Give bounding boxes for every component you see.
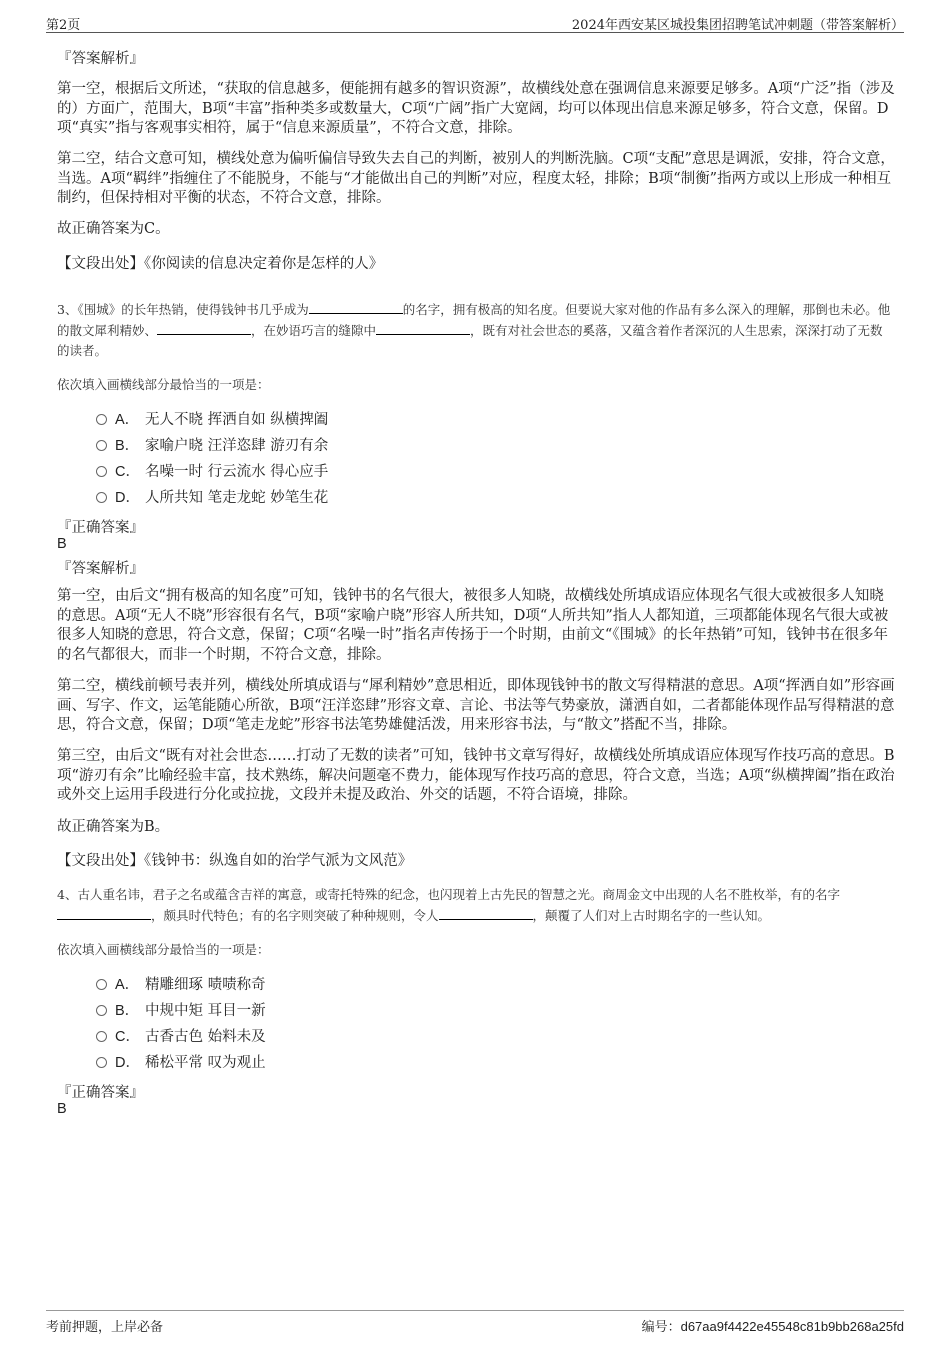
radio-icon[interactable] (96, 1057, 107, 1068)
correct-answer-label: 『正确答案』 (57, 1085, 144, 1101)
analysis-paragraph: 第一空，由后文“拥有极高的知名度”可知，钱钟书的名气很大，被很多人知晓，故横线处所填成语应体现名气很大或被很多人知晓的意思。A项“无人不晓”形容很有名气，B项“家喻户晓”形容人所共知，D项“人所共知”指人人都知道，三项都能体现名气很大或被很多人知晓的意思，符合文意，保留；C项“名噪一时”指名声传扬于一个时期，由前文“《围城》的长年热销”可知，钱钟书在很多年的名气都很大，而非一个时期，不符合文意，排除。 (57, 588, 889, 663)
question-stem: 4、古人重名讳，君子之名或蕴含吉祥的寓意，或寄托特殊的纪念，也闪现着上古先民的智慧之光。商周金文中出现的人名不胜枚举，有的名字，颇具时代特色；有的名字则突破了种种规则，令人 ，颠覆了人们对上古时期名字的一些认知。 (57, 887, 840, 923)
option-c[interactable]: C． 古香古色 始料未及 (96, 1027, 266, 1047)
analysis-paragraph: 第二空，横线前顿号表并列，横线处所填成语与“犀利精妙”意思相近，即体现钱钟书的散文写得精湛的意思。A项“挥洒自如”形容画画、写字、作文，运笔能随心所欲，B项“汪洋恣肆”形容文章、言论、书法等气势豪放，潇洒自如，二者都能体现作品写得精湛的意思，符合文意，保留；D项“笔走龙蛇”形容书法笔势雄健活泼，用来形容书法，与“散文”搭配不当，排除。 (57, 678, 895, 733)
footer-slogan: 考前押题，上岸必备 (46, 1320, 164, 1335)
analysis-label: 『答案解析』 (57, 561, 144, 577)
answer-conclusion: 故正确答案为B。 (57, 819, 170, 835)
page-footer (46, 1310, 904, 1335)
analysis-paragraph: 第二空，结合文意可知，横线处意为偏听偏信导致失去自己的判断，被别人的判断洗脑。C项“支配”意思是调派，安排，符合文意，当选。A项“羁绊”指缠住了不能脱身，不能与“才能做出自己的判断”对应，程度太轻，排除；B项“制衡”指两方或以上形成一种相互制约，但保持相对平衡的状态，不符合文意，排除。 (57, 151, 895, 206)
radio-icon[interactable] (96, 414, 107, 425)
question-stem: 3、《围城》的长年热销，使得钱钟书几乎成为 的名字，拥有极高的知名度。但要说大家对他的作品有多么深入的理解，那倒也未必。他的散文犀利精妙、 ，在妙语巧言的缝隙中 ，既有对社会世态的奚落，又蕴含着作者深沉的人生思索，深深打动了无数的读者。 (57, 302, 891, 358)
source-citation: 【文段出处】《你阅读的信息决定着你是怎样的人》 (57, 256, 384, 272)
radio-icon[interactable] (96, 1031, 107, 1042)
correct-answer: B (57, 536, 67, 552)
fill-blank (57, 907, 151, 920)
option-a[interactable]: A． 精雕细琢 啧啧称奇 (96, 975, 266, 995)
fill-blank (157, 322, 251, 335)
option-d[interactable]: D． 人所共知 笔走龙蛇 妙笔生花 (96, 488, 328, 508)
analysis-paragraph: 第一空，根据后文所述，“获取的信息越多，便能拥有越多的智识资源”，故横线处意在强调信息来源要足够多。A项“广泛”指（涉及的）方面广，范围大，B项“丰富”指种类多或数量大，C项“广阔”指广大宽阔，均可以体现出信息来源足够多，符合文意，保留。D项“真实”指与客观事实相符，属于“信息来源质量”，不符合文意，排除。 (57, 81, 895, 136)
page-header (46, 14, 904, 33)
option-b[interactable]: B． 家喻户晓 汪洋恣肆 游刃有余 (96, 436, 328, 456)
option-d[interactable]: D． 稀松平常 叹为观止 (96, 1053, 266, 1073)
correct-answer-label: 『正确答案』 (57, 520, 144, 536)
question-prompt: 依次填入画横线部分最恰当的一项是： (57, 377, 270, 392)
radio-icon[interactable] (96, 492, 107, 503)
fill-blank (309, 301, 403, 314)
radio-icon[interactable] (96, 1005, 107, 1016)
correct-answer: B (57, 1101, 67, 1117)
document-title: 2024年西安某区城投集团招聘笔试冲刺题（带答案解析） (571, 18, 904, 33)
analysis-paragraph: 第三空，由后文“既有对社会世态……打动了无数的读者”可知，钱钟书文章写得好，故横线处所填成语应体现写作技巧高的意思。B项“游刃有余”比喻经验丰富，技术熟练，解决问题毫不费力，能体现写作技巧高的意思，符合文意，当选；A项“纵横捭阖”指在政治或外交上运用手段进行分化或拉拢，文段并未提及政治、外交的话题，不符合语境，排除。 (57, 748, 895, 803)
analysis-label: 『答案解析』 (57, 51, 144, 67)
fill-blank (376, 322, 470, 335)
radio-icon[interactable] (96, 466, 107, 477)
answer-conclusion: 故正确答案为C。 (57, 221, 170, 237)
document-id: 编号：d67aa9f4422e45548c81b9bb268a25fd (641, 1319, 904, 1334)
source-citation: 【文段出处】《钱钟书：纵逸自如的治学气派为文风范》 (57, 853, 413, 869)
fill-blank (439, 907, 533, 920)
radio-icon[interactable] (96, 440, 107, 451)
page-number: 第2页 (46, 18, 81, 33)
option-b[interactable]: B． 中规中矩 耳目一新 (96, 1001, 266, 1021)
option-c[interactable]: C． 名噪一时 行云流水 得心应手 (96, 462, 328, 482)
radio-icon[interactable] (96, 979, 107, 990)
option-a[interactable]: A． 无人不晓 挥洒自如 纵横捭阖 (96, 410, 328, 430)
question-prompt: 依次填入画横线部分最恰当的一项是： (57, 942, 270, 957)
